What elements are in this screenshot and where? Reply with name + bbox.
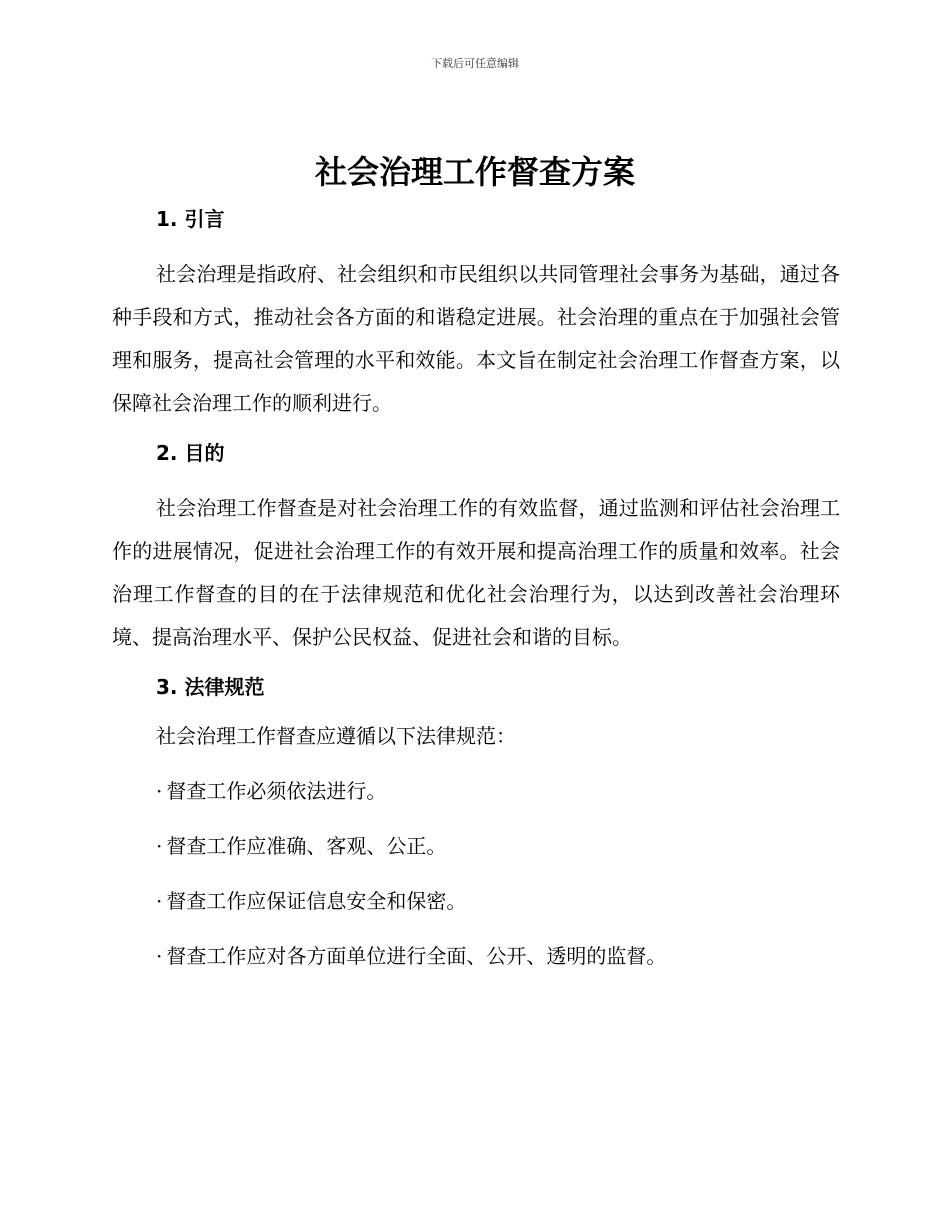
- page-header-note: 下载后可任意编辑: [431, 57, 519, 70]
- list-item-text: 督查工作应对各方面单位进行全面、公开、透明的监督。: [166, 944, 667, 968]
- list-item-text: 督查工作必须依法进行。: [166, 779, 387, 803]
- bullet-marker: ·: [156, 944, 163, 968]
- list-item-text: 督查工作应保证信息安全和保密。: [166, 889, 467, 913]
- section-paragraph-purpose: 社会治理工作督查是对社会治理工作的有效监督，通过监测和评估社会治理工作的进展情况，促进社会治理工作的有效开展和提高治理工作的质量和效率。社会治理工作督查的目的在于法律规范和优化社会治理行为，以达到改善社会治理环境、提高治理水平、保护公民权益、促进社会和谐的目标。: [112, 496, 840, 649]
- section-paragraph-introduction: 社会治理是指政府、社会组织和市民组织以共同管理社会事务为基础，通过各种手段和方式，推动社会各方面的和谐稳定进展。社会治理的重点在于加强社会管理和服务，提高社会管理的水平和效能。本文旨在制定社会治理工作督查方案，以保障社会治理工作的顺利进行。: [112, 262, 840, 415]
- section-paragraph-legal-norms: 社会治理工作督查应遵循以下法律规范：: [156, 724, 516, 748]
- bullet-marker: ·: [156, 779, 163, 803]
- list-item: [156, 770, 840, 813]
- bullet-marker: ·: [156, 889, 163, 913]
- bullet-marker: ·: [156, 834, 163, 858]
- section-heading-introduction: 1. 引言: [156, 207, 225, 231]
- document-title: 社会治理工作督查方案: [314, 153, 635, 191]
- section-heading-purpose: 2. 目的: [156, 441, 225, 465]
- document-body: [112, 201, 840, 990]
- section-heading-legal-norms: 3. 法律规范: [156, 675, 265, 699]
- list-item: [156, 825, 840, 868]
- list-item: [156, 880, 840, 923]
- list-item: [156, 935, 840, 978]
- list-item-text: 督查工作应准确、客观、公正。: [166, 834, 447, 858]
